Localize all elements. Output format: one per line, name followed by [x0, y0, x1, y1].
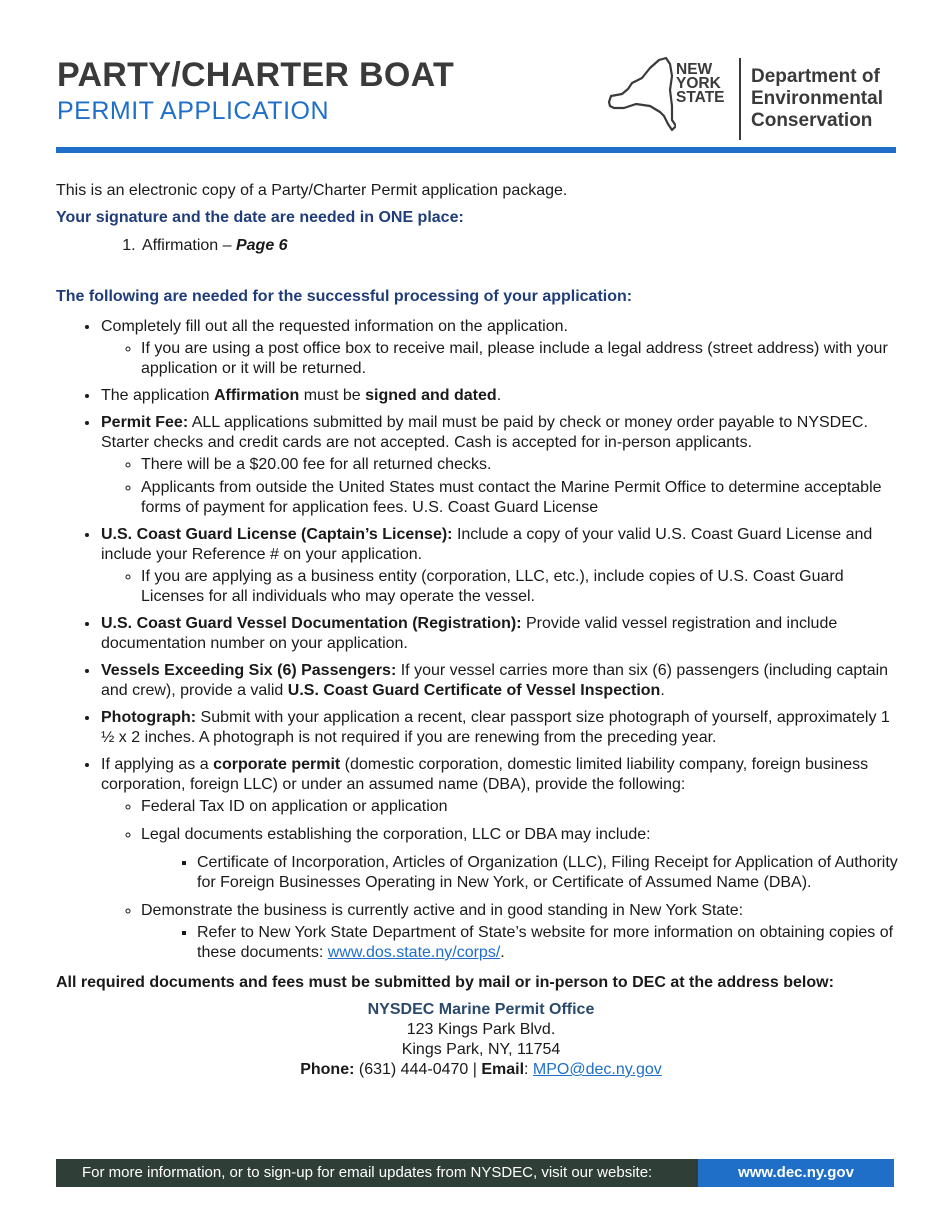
list-item: • Permit Fee: ALL applications submitted by mail must be paid by check or money order payable to NYSDEC. Starter checks and credit cards are not accepted. Cash is accepted for in-person applicants. ◦ There will be a $20.00 fee for all returned checks. ◦ Applicants from outside the United States must contact the Marine Permit Office to determine acceptable forms of payment for application fees. U.S. Coast Guard License	[100, 413, 906, 518]
list-item: ◦ Demonstrate the business is currently active and in good standing in New York State: ▪ Refer to New York State Department of State’s website for more information on obtaining copies of these documents: www.dos.state.ny/corps/.	[141, 901, 906, 963]
list-item: • U.S. Coast Guard License (Captain’s License): Include a copy of your valid U.S. Coast Guard License and include your Reference # on your application. ◦ If you are applying as a business entity (corporation, LLC, etc.), include copies of U.S. Coast Guard Licenses for all individuals who may operate the vessel.	[100, 525, 906, 607]
signature-list	[56, 236, 906, 256]
list-item: ▪ Refer to New York State Department of State’s website for more information on obtaining copies of these documents: www.dos.state.ny/corps/.	[197, 923, 906, 963]
document-subtitle: PERMIT APPLICATION	[57, 97, 330, 125]
list-item: ◦ If you are applying as a business entity (corporation, LLC, etc.), include copies of U.S. Coast Guard Licenses for all individuals who may operate the vessel.	[141, 567, 906, 607]
intro-text: This is an electronic copy of a Party/Charter Permit application package.	[56, 182, 568, 199]
footer-bar	[56, 1159, 894, 1187]
processing-heading: The following are needed for the successful processing of your application:	[56, 288, 633, 305]
new-york-state-map-icon	[606, 56, 676, 136]
submission-note: All required documents and fees must be submitted by mail or in-person to DEC at the address below:	[56, 974, 834, 991]
email-link[interactable]: MPO@dec.ny.gov	[532, 1061, 662, 1078]
list-item: • Completely fill out all the requested information on the application. ◦ If you are using a post office box to receive mail, please include a legal address (street address) with your application or it will be returned.	[100, 317, 906, 379]
list-item: • Photograph: Submit with your application a recent, clear passport size photograph of yourself, approximately 1 ½ x 2 inches. A photograph is not required if you are renewing from the preceding year.	[100, 708, 906, 748]
signature-item: 1. Affirmation – Page 6	[140, 236, 906, 256]
signature-heading: Your signature and the date are needed in ONE place:	[56, 209, 464, 226]
office-address	[56, 1000, 906, 1080]
nys-dec-logo	[606, 56, 906, 141]
list-item: ◦ Applicants from outside the United States must contact the Marine Permit Office to determine acceptable forms of payment for application fees. U.S. Coast Guard License	[141, 478, 906, 518]
list-item: • U.S. Coast Guard Vessel Documentation (Registration): Provide valid vessel registration and include documentation number on your application.	[100, 614, 906, 654]
city-address: Kings Park, NY, 11754	[401, 1041, 561, 1058]
list-item: • Vessels Exceeding Six (6) Passengers: If your vessel carries more than six (6) passengers (including captain and crew), provide a valid U.S. Coast Guard Certificate of Vessel Inspection.	[100, 661, 906, 701]
street-address: 123 Kings Park Blvd.	[406, 1021, 556, 1038]
list-item: ◦ There will be a $20.00 fee for all returned checks.	[141, 455, 906, 475]
contact-line: Phone: (631) 444-0470 | Email: MPO@dec.ny.gov	[300, 1061, 662, 1078]
document-title: PARTY/CHARTER BOAT	[57, 56, 455, 94]
department-name: Department of Environmental Conservation	[751, 66, 883, 131]
list-item: • If applying as a corporate permit (domestic corporation, domestic limited liability company, foreign business corporation, foreign LLC) or under an assumed name (DBA), provide the following: ◦ Federal Tax ID on application or application ◦ Legal documents establishing the corporation, LLC or DBA may include: ▪ Certificate of Incorporation, Articles of Organization (LLC), Filing Receipt for Application of Authority for Foreign Businesses Operating in New York, or Certificate of Assumed Name (DBA). ◦ Demonstrate the business is currently active and in good standing in New York State: ▪ Refer to New York State Department of State’s website for more information on obtaining copies of these documents: www.dos.state.ny/corps/.	[100, 755, 906, 963]
document-body	[56, 181, 906, 1080]
logo-divider	[739, 58, 741, 140]
list-item: • The application Affirmation must be signed and dated.	[100, 386, 906, 406]
office-name: NYSDEC Marine Permit Office	[367, 1001, 595, 1018]
dos-website-link[interactable]: www.dos.state.ny/corps/	[327, 944, 501, 961]
website-link[interactable]: www.dec.ny.gov	[698, 1159, 894, 1187]
footer-text: For more information, or to sign-up for email updates from NYSDEC, visit our website:	[82, 1164, 653, 1181]
header-rule	[56, 147, 896, 153]
new-york-state-wordmark: NEW YORK STATE	[676, 61, 725, 106]
list-item: ◦ If you are using a post office box to receive mail, please include a legal address (street address) with your application or it will be returned.	[141, 339, 906, 379]
list-item: ◦ Legal documents establishing the corporation, LLC or DBA may include: ▪ Certificate of Incorporation, Articles of Organization (LLC), Filing Receipt for Application of Authority for Foreign Businesses Operating in New York, or Certificate of Assumed Name (DBA).	[141, 825, 906, 893]
list-item: ◦ Federal Tax ID on application or application	[141, 797, 906, 817]
list-item: ▪ Certificate of Incorporation, Articles of Organization (LLC), Filing Receipt for Application of Authority for Foreign Businesses Operating in New York, or Certificate of Assumed Name (DBA).	[197, 853, 906, 893]
requirements-list	[56, 317, 906, 963]
